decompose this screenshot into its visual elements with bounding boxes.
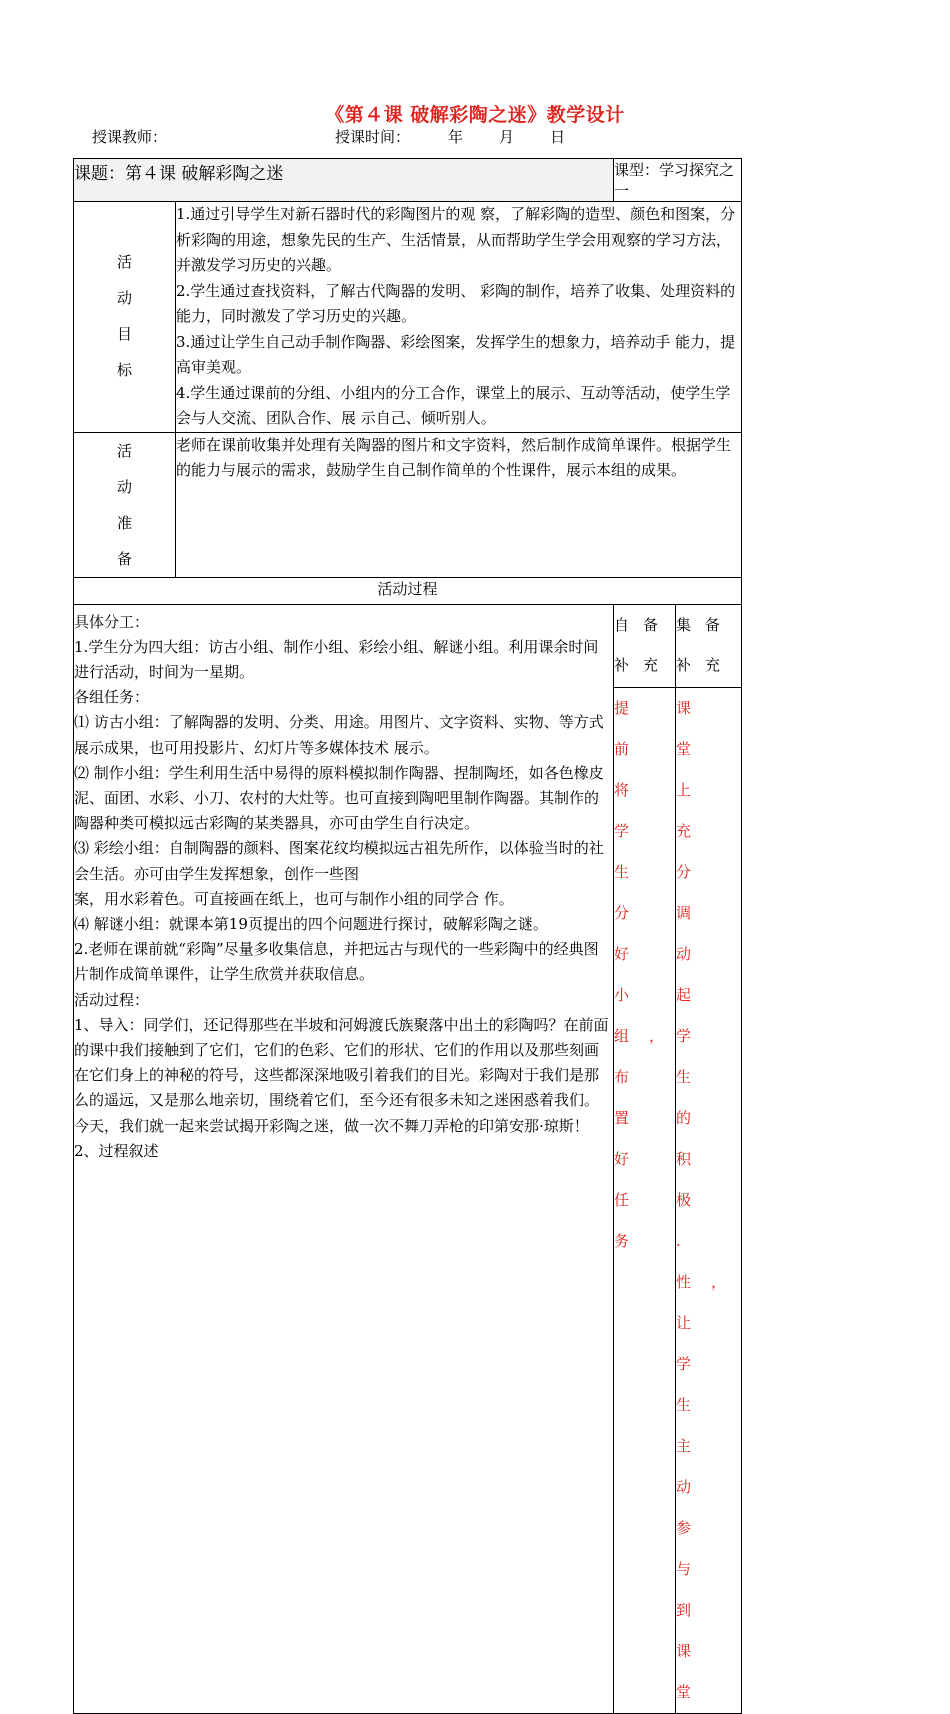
day-label: 日 xyxy=(550,128,566,146)
document-title: 《第４课 破解彩陶之迷》教学设计 xyxy=(325,104,625,126)
goal-item: 2.学生通过查找资料，了解古代陶器的发明、 彩陶的制作，培养了收集、处理资料的能力，同时激发了学习历史的兴趣。 xyxy=(176,281,736,325)
teacher-label: 授课教师： xyxy=(92,128,168,146)
process-line: ⑶ 彩绘小组：自制陶器的颜料、图案花纹均模拟远古祖先所作，以体验当时的社会生活。亦可由学生发挥想象，创作一些图 xyxy=(74,839,604,883)
process-line: 各组任务： xyxy=(74,688,150,707)
process-line: 1.学生分为四大组：访古小组、制作小组、彩绘小组、解谜小组。利用课余时间进行活动，时间为一星期。 xyxy=(74,637,599,681)
self-prep-note: 提前将学生分好小组，布置好任务 xyxy=(614,687,676,1713)
month-label: 月 xyxy=(499,128,515,146)
prep-content: 老师在课前收集并处理有关陶器的图片和文字资料，然后制作成简单课件。根据学生的能力与展示的需求，鼓励学生自己制作简单的个性课件，展示本组的成果。 xyxy=(176,432,742,577)
lesson-meta xyxy=(92,126,565,147)
process-line: ⑴ 访古小组：了解陶器的发明、分类、用途。用图片、文字资料、实物、等方式展示成果，也可用投影片、幻灯片等多媒体技术 展示。 xyxy=(74,713,604,757)
goal-item: 4.学生通过课前的分组、小组内的分工合作，课堂上的展示、互动等活动，使学生学会与人交流、团队合作、展 示自己、倾听别人。 xyxy=(176,383,731,427)
group-prep-note: 课堂上充分调动起学生的积极 . 性，让学生主动参与到课堂 xyxy=(676,687,742,1713)
lesson-plan-table xyxy=(73,158,747,1714)
process-line: 案，用水彩着色。可直接画在纸上，也可与制作小组的同学合 作。 xyxy=(74,889,514,908)
process-line: 活动过程： xyxy=(74,990,150,1009)
process-line: ⑵ 制作小组：学生利用生活中易得的原料模拟制作陶器、捏制陶坯，如各色橡皮泥、面团、水彩、小刀、农村的大灶等。也可直接到陶吧里制作陶器。其制作的陶器种类可模拟远古彩陶的某类器具，亦可由学生自行决定。 xyxy=(74,763,604,833)
process-line: 2、过程叙述 xyxy=(74,1141,159,1160)
goal-item: 3.通过让学生自己动手制作陶器、彩绘图案，发挥学生的想象力，培养动手 能力，提高审美观。 xyxy=(176,332,736,376)
process-header: 活动过程 xyxy=(74,577,742,604)
year-label: 年 xyxy=(448,128,464,146)
self-prep-header: 自备补充 xyxy=(614,604,676,687)
process-line: ⑷ 解谜小组：就课本第19页提出的四个问题进行探讨，破解彩陶之谜。 xyxy=(74,914,548,933)
group-prep-header: 集备补充 xyxy=(676,604,742,687)
time-label: 授课时间： xyxy=(335,128,411,146)
process-content xyxy=(74,604,614,1713)
course-type-cell: 课型：学习探究之一 xyxy=(614,159,742,202)
goals-label: 活 动 目 标 xyxy=(74,202,176,433)
topic-cell: 课题：第４课 破解彩陶之迷 xyxy=(74,159,614,202)
process-line: 2.老师在课前就“彩陶”尽量多收集信息，并把远古与现代的一些彩陶中的经典图片制作成简单课件，让学生欣赏并获取信息。 xyxy=(74,940,599,984)
prep-label: 活 动 准 备 xyxy=(74,432,176,577)
process-line: 具体分工： xyxy=(74,612,150,631)
goal-item: 1.通过引导学生对新石器时代的彩陶图片的观 察，了解彩陶的造型、颜色和图案，分析彩陶的用途，想象先民的生产、生活情景，从而帮助学生学会用观察的学习方法，并激发学习历史的兴趣。 xyxy=(176,205,736,274)
goals-content xyxy=(176,202,742,433)
process-line: 1、导入：同学们，还记得那些在半坡和河姆渡氏族聚落中出土的彩陶吗？在前面的课中我们接触到了它们，它们的色彩、它们的形状、它们的作用以及那些刻画在它们身上的神秘的符号，这些都深深地吸引着我们的目光。彩陶对于我们是那么的遥远，又是那么地亲切，围绕着它们，至今还有很多未知之迷困惑着我们。今天，我们就一起来尝试揭开彩陶之迷，做一次不舞刀弄枪的印第安那·琼斯！ xyxy=(74,1015,609,1135)
